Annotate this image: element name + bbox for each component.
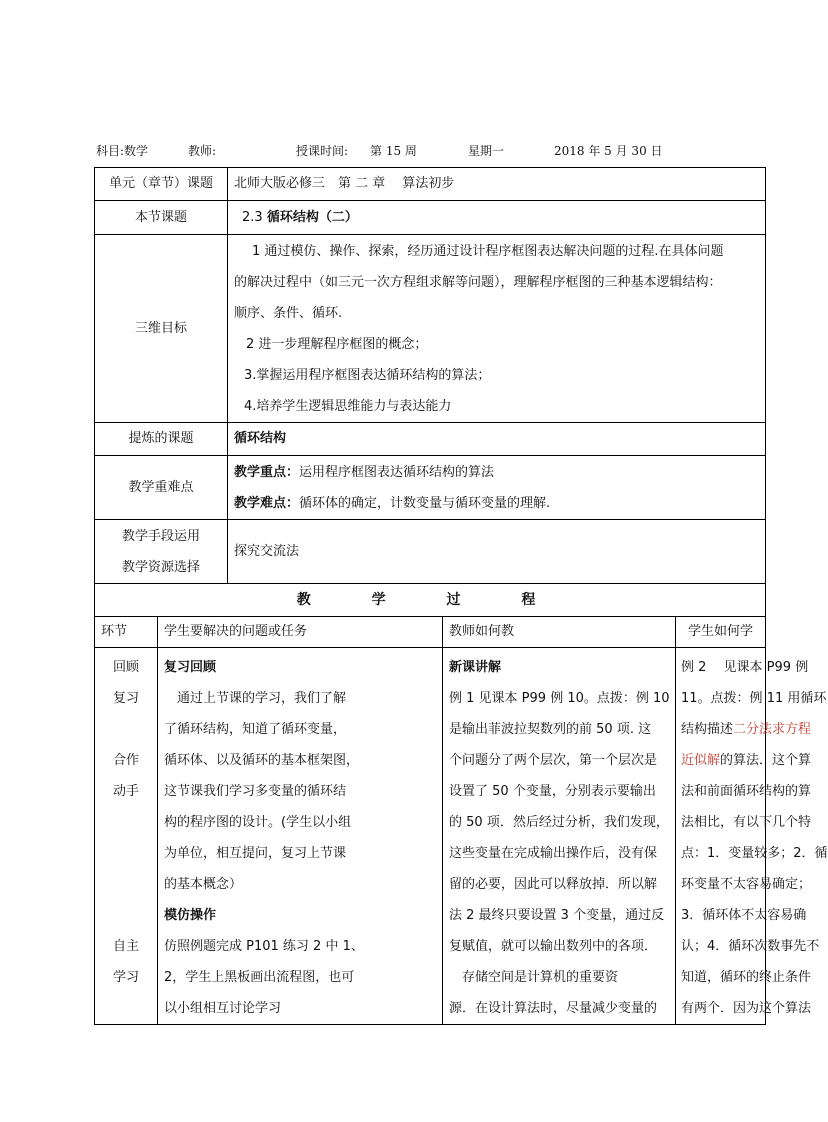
- subject-label: 科目:数学: [96, 144, 149, 158]
- learn-line: 法相比，有以下几个特: [681, 815, 812, 830]
- goal-line: 1 通过模仿、操作、探索，经历通过设计程序框图表达解决问题的过程.在具体问题: [252, 243, 724, 259]
- teacher-line: 留的必要，因此可以释放掉．所以解: [449, 877, 658, 892]
- learn-highlight: 近似解: [681, 753, 721, 768]
- goals-label: 三维目标: [95, 235, 228, 423]
- stage-column: [95, 648, 158, 1025]
- teacher-line: 的 50 项．然后经过分析，我们发现，: [449, 815, 669, 830]
- goal-line: 2 进一步理解程序框图的概念；: [246, 336, 428, 352]
- unit-label: 单元（章节）课题: [95, 168, 228, 201]
- process-title-text: 教 学 过 程: [296, 591, 564, 608]
- task-line: 构的程序图的设计。(学生以小组: [164, 815, 352, 830]
- task-line: 通过上节课的学习，我们了解: [164, 691, 347, 706]
- teacher-line: 源．在设计算法时，尽量减少变量的: [449, 1001, 658, 1016]
- learn-line: 认；4．循环次数事先不: [681, 939, 820, 954]
- stage-text: 复习: [112, 691, 139, 706]
- lesson-value: [228, 201, 766, 235]
- goal-line: 4.培养学生逻辑思维能力与表达能力: [244, 398, 452, 414]
- learn-line: 3．循环体不太容易确: [681, 908, 807, 923]
- task-line: 这节课我们学习多变量的循环结: [164, 784, 347, 799]
- learn-line: 环变量不太容易确定；: [681, 877, 812, 892]
- goals-cell: [228, 235, 766, 423]
- lesson-plan-table: [94, 167, 828, 1025]
- learn-line: [681, 745, 812, 776]
- teacher-label: 教师:: [188, 144, 217, 158]
- goal-line: 顺序、条件、循环.: [234, 305, 343, 321]
- col-header-tasks: 学生要解决的问题或任务: [158, 617, 443, 648]
- lesson-number: 2.3: [242, 209, 263, 225]
- process-title: [95, 584, 766, 617]
- lesson-header: [96, 142, 776, 162]
- teacher-line: 设置了 50 个变量，分别表示要输出: [449, 784, 656, 799]
- stage-text: [95, 900, 157, 931]
- learn-line: 例 2 见课本 P99 例: [681, 660, 809, 675]
- teacher-line: 个问题分了两个层次，第一个层次是: [449, 753, 658, 768]
- key-point-label: 教学重点：: [234, 464, 300, 480]
- key-point-text: 运用程序框图表达循环结构的算法: [299, 464, 495, 480]
- stage-text: [95, 869, 157, 900]
- methods-label: [95, 520, 228, 584]
- week-number: 第 15 周: [370, 144, 417, 158]
- time-label: 授课时间:: [296, 144, 349, 158]
- teacher-line: 法 2 最终只要设置 3 个变量，通过反: [449, 908, 665, 923]
- task-line: 2，学生上黑板画出流程图，也可: [164, 970, 355, 985]
- col-header-stage: 环节: [95, 617, 158, 648]
- teacher-column: [443, 648, 676, 1025]
- task-line: 为单位，相互提问，复习上节课: [164, 846, 347, 861]
- task-line: 以小组相互讨论学习: [164, 1001, 282, 1016]
- stage-text: [95, 714, 157, 745]
- learn-line: 点：1．变量较多；2．循: [681, 846, 828, 861]
- learn-highlight: 二分法求方程: [733, 722, 812, 737]
- teacher-line: 复赋值，就可以输出数列中的各项．: [449, 939, 658, 954]
- lesson-title: 循环结构（二）: [266, 209, 358, 225]
- difficult-point-label: 教学难点：: [234, 495, 300, 511]
- unit-value: 北师大版必修三 第 二 章 算法初步: [228, 168, 766, 201]
- goal-line: 的解决过程中（如三元一次方程组求解等问题），理解程序框图的三种基本逻辑结构：: [234, 274, 722, 290]
- difficult-point-text: 循环体的确定，计数变量与循环变量的理解.: [299, 495, 551, 511]
- learn-text: 的算法．这个算: [720, 753, 812, 768]
- task-line: 循环体、以及循环的基本框架图，: [164, 753, 360, 768]
- col-header-learn: 学生如何学: [676, 617, 766, 648]
- difficult-point-line: [234, 488, 765, 519]
- stage-text: 自主: [112, 939, 139, 954]
- task-line: 的基本概念）: [164, 877, 243, 892]
- col-header-teacher: 教师如何教: [443, 617, 676, 648]
- weekday: 星期一: [468, 144, 505, 158]
- teacher-heading: 新课讲解: [449, 660, 502, 675]
- teacher-line: 这些变量在完成输出操作后，没有保: [449, 846, 658, 861]
- stage-text: [95, 838, 157, 869]
- difficulty-cell: [228, 456, 766, 520]
- student-tasks-column: [158, 648, 443, 1025]
- stage-text: [95, 807, 157, 838]
- learn-line: 有两个．因为这个算法: [681, 1001, 812, 1016]
- learn-column: [676, 648, 828, 1025]
- difficulty-label: 教学重难点: [95, 456, 228, 520]
- learn-text: 结构描述: [681, 722, 734, 737]
- goal-line: 3.掌握运用程序框图表达循环结构的算法；: [244, 367, 491, 383]
- task-line: 了循环结构，知道了循环变量，: [164, 722, 347, 737]
- teacher-line: 例 1 见课本 P99 例 10。点拨：例 10: [449, 691, 670, 706]
- task-heading: 模仿操作: [164, 908, 217, 923]
- learn-line: [681, 714, 812, 745]
- learn-line: 法和前面循环结构的算: [681, 784, 812, 799]
- teacher-line: 是输出菲波拉契数列的前 50 项. 这: [449, 722, 652, 737]
- lesson-label: 本节课题: [95, 201, 228, 235]
- task-line: 仿照例题完成 P101 练习 2 中 1、: [164, 939, 364, 954]
- refined-value: 循环结构: [228, 423, 766, 456]
- methods-label-line: 教学手段运用: [122, 528, 201, 544]
- learn-line: 知道，循环的终止条件: [681, 970, 812, 985]
- stage-text: 动手: [112, 784, 139, 799]
- date: 2018 年 5 月 30 日: [554, 144, 663, 158]
- key-point-line: [234, 457, 765, 488]
- methods-value: 探究交流法: [228, 520, 766, 584]
- stage-text: 合作: [112, 753, 139, 768]
- stage-text: 回顾: [112, 660, 139, 675]
- refined-label: 提炼的课题: [95, 423, 228, 456]
- methods-label-line: 教学资源选择: [122, 559, 201, 575]
- learn-line: 11。点拨：例 11 用循环: [681, 691, 827, 706]
- stage-text: 学习: [112, 970, 139, 985]
- task-heading: 复习回顾: [164, 660, 217, 675]
- teacher-line: 存储空间是计算机的重要资: [449, 970, 619, 985]
